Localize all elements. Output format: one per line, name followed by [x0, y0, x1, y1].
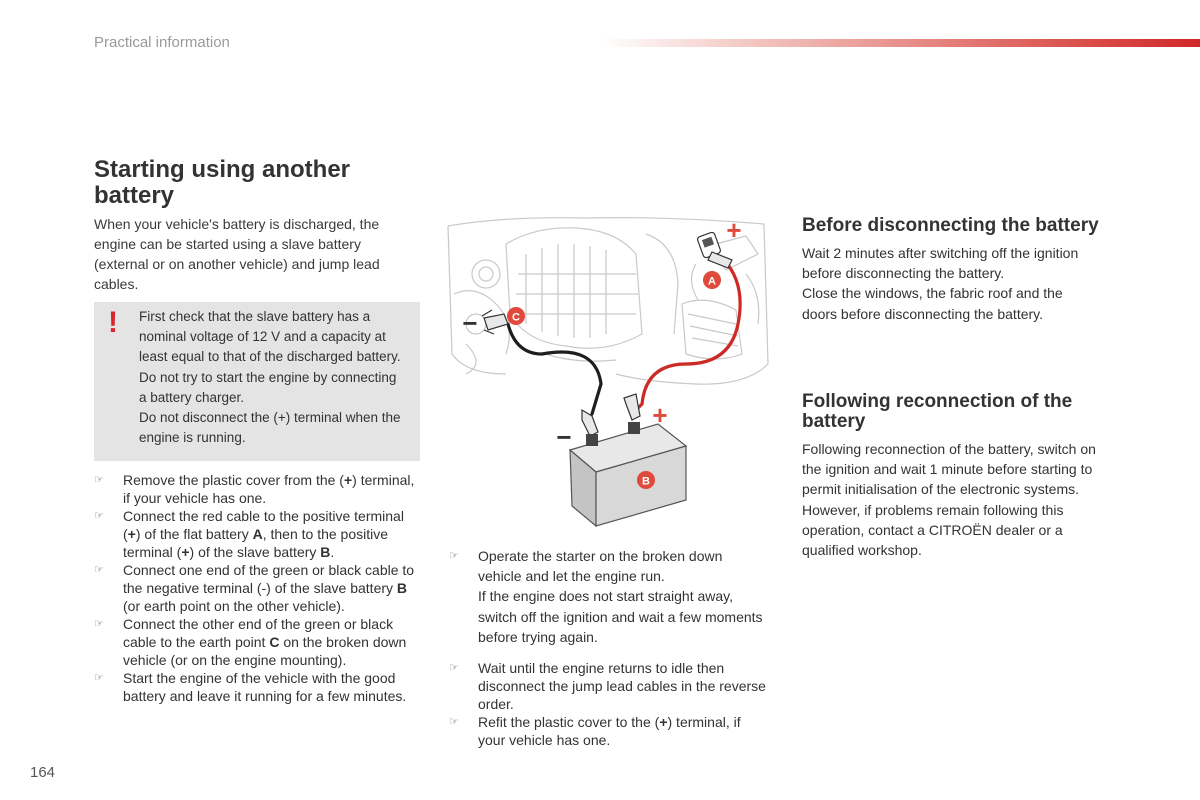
warning-icon: !	[108, 306, 118, 339]
text-line: doors before disconnecting the battery.	[802, 305, 1044, 322]
step-text: Connect the red cable to the positive terminal (+) of the flat battery A, then to the positive terminal (+) of the slave battery B.	[123, 508, 404, 560]
step-text: Wait until the engine returns to idle then disconnect the jump lead cables in the reverse order.	[478, 660, 766, 713]
text-line: Following reconnection of the battery, switch on	[802, 441, 1096, 457]
step-item	[94, 615, 424, 669]
hand-pointer-icon: ☞	[94, 510, 104, 522]
warning-line: engine is running.	[139, 430, 246, 446]
step-item	[94, 669, 424, 705]
jump-start-diagram	[446, 214, 776, 534]
text-line: Wait 2 minutes after switching off the ignition	[802, 245, 1079, 261]
minus-sign-left: −	[462, 308, 478, 338]
step-item	[94, 507, 424, 561]
warning-line: a battery charger.	[139, 389, 245, 405]
intro-paragraph: When your vehicle's battery is discharged, the engine can be started using a slave battery (external or on another vehicle) and jump lead cables.	[94, 216, 380, 292]
plus-sign-bottom: +	[652, 400, 668, 430]
step-text: Refit the plastic cover to the (+) terminal, if your vehicle has one.	[478, 714, 741, 749]
step-text: Connect one end of the green or black cable to the negative terminal (-) of the slave battery B (or earth point on the other vehicle).	[123, 562, 415, 614]
page-number: 164	[30, 764, 56, 781]
warning-line: nominal voltage of 12 V and a capacity at	[139, 329, 386, 345]
section-title-before-disconnecting: Before disconnecting the battery	[802, 215, 1099, 236]
text-line: permit initialisation of the electronic systems.	[802, 481, 1079, 498]
warning-text	[139, 307, 417, 448]
step-text: Start the engine of the vehicle with the good battery and leave it running for a few minutes.	[123, 670, 407, 704]
step-text: Operate the starter on the broken down vehicle and let the engine run. If the engine does not start straight away, switch off the ignition and wait a few moments before trying again.	[478, 548, 763, 645]
text-line: However, if problems remain following this	[802, 501, 1064, 518]
label-a-badge	[703, 271, 721, 289]
label-c-badge	[507, 307, 525, 325]
warning-line: least equal to that of the discharged battery.	[139, 349, 401, 365]
red-jump-cable	[636, 260, 740, 410]
text-line: the ignition and wait 1 minute before starting to	[802, 461, 1093, 478]
text-line: before disconnecting the battery.	[802, 265, 1005, 282]
warning-line: First check that the slave battery has a	[139, 309, 371, 324]
section-title-following-reconnection: Following reconnection of the battery	[802, 391, 1073, 432]
svg-text:C: C	[512, 311, 520, 324]
clamp-a-icon	[708, 252, 732, 268]
minus-sign-bottom: −	[556, 422, 572, 452]
header-accent-bar	[600, 39, 1200, 47]
plus-sign-top: +	[726, 215, 742, 245]
warning-box	[94, 302, 420, 461]
hand-pointer-icon: ☞	[449, 716, 459, 729]
step-item	[449, 659, 769, 713]
hand-pointer-icon: ☞	[94, 474, 104, 486]
text-line: Close the windows, the fabric roof and the	[802, 285, 1063, 302]
step-item	[449, 546, 769, 647]
black-jump-cable	[508, 324, 601, 414]
step-item	[449, 713, 769, 749]
svg-text:A: A	[708, 275, 716, 288]
hand-pointer-icon: ☞	[449, 662, 459, 675]
page-title: Starting using another battery	[94, 156, 351, 209]
following-reconnection-text	[802, 439, 1142, 560]
clamp-slave-negative-icon	[582, 410, 598, 436]
text-line: operation, contact a CITROËN dealer or a	[802, 521, 1063, 538]
hand-pointer-icon: ☞	[94, 618, 104, 630]
hand-pointer-icon: ☞	[94, 564, 104, 576]
hand-pointer-icon: ☞	[449, 550, 459, 562]
clamp-c-icon	[482, 310, 508, 334]
text-line: qualified workshop.	[802, 542, 922, 559]
step-text: Remove the plastic cover from the (+) terminal, if your vehicle has one.	[123, 472, 415, 506]
label-b-badge	[637, 471, 655, 489]
step-text: Connect the other end of the green or black cable to the earth point C on the broken down vehicle (or on the engine mounting).	[123, 616, 407, 668]
step-item	[94, 471, 424, 507]
before-disconnecting-text	[802, 243, 1142, 324]
running-header: Practical information	[94, 34, 230, 51]
hand-pointer-icon: ☞	[94, 672, 104, 684]
steps-list-middle	[449, 546, 769, 749]
warning-line: Do not try to start the engine by connecting	[139, 369, 397, 385]
steps-list-left	[94, 471, 424, 705]
svg-text:B: B	[642, 475, 650, 488]
slave-battery-b	[570, 422, 686, 526]
engine-bay-illustration	[448, 218, 768, 385]
clamp-slave-positive-icon	[624, 394, 640, 420]
warning-line: Do not disconnect the (+) terminal when the	[139, 410, 401, 426]
step-item	[94, 561, 424, 615]
